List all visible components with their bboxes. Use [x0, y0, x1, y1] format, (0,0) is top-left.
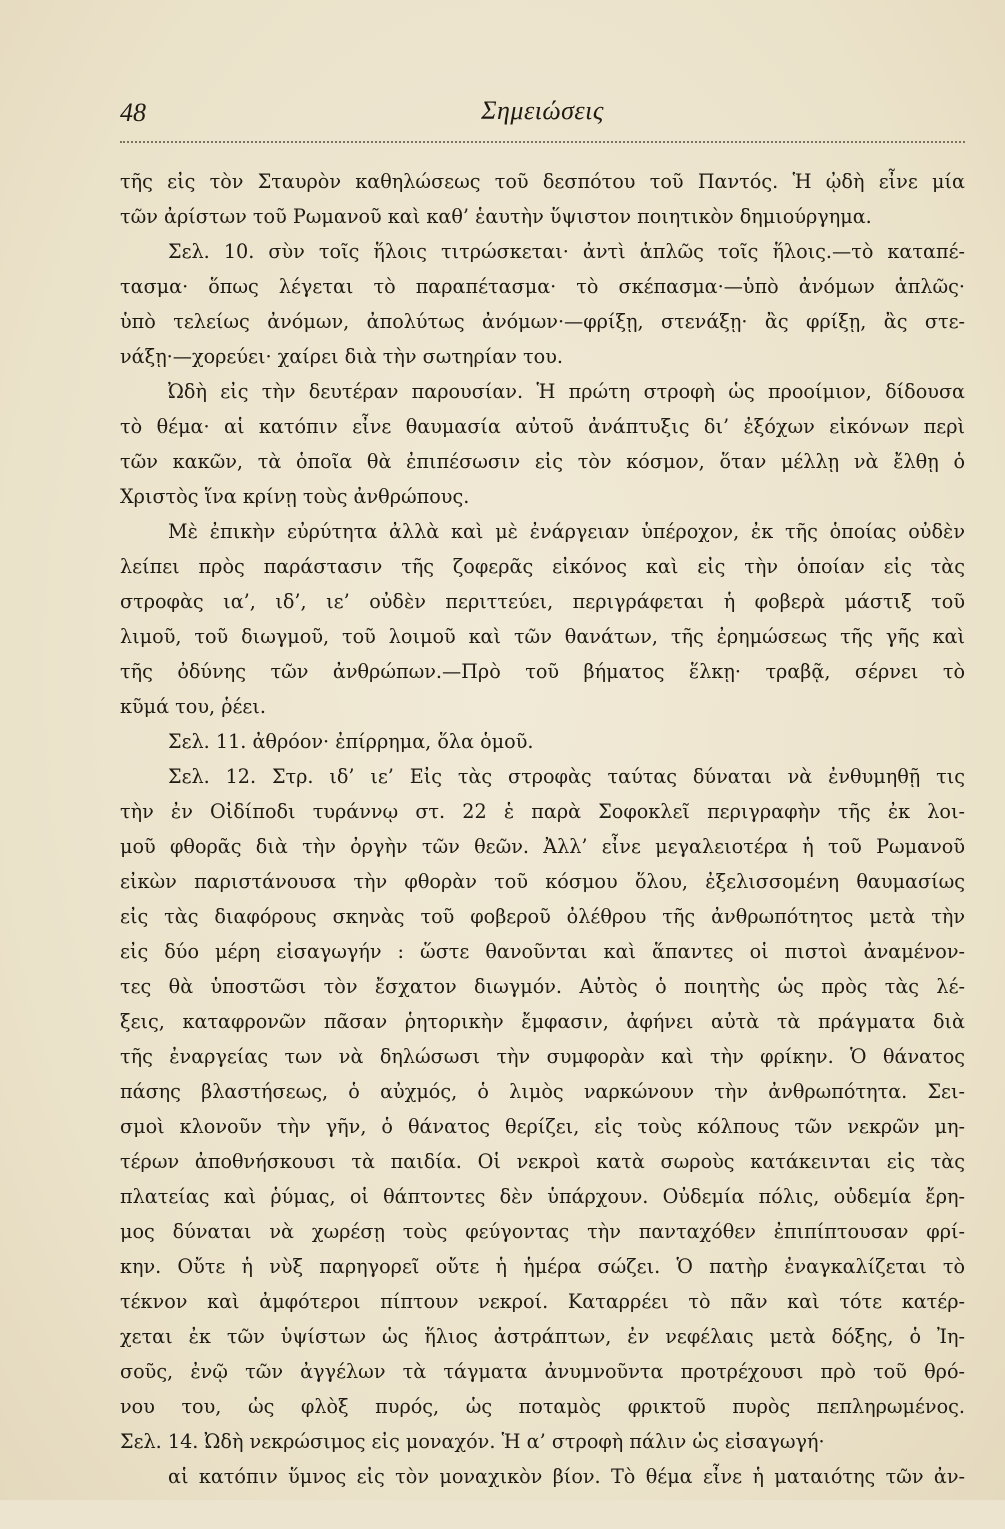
text-line: τέρων ἀποθνήσκουσι τὰ παιδία. Οἱ νεκροὶ κατὰ σωροὺς κατάκεινται εἰς τὰς — [120, 1150, 965, 1173]
text-line: τῆς εἰς τὸν Σταυρὸν καθηλώσεως τοῦ δεσπότου τοῦ Παντός. Ἡ ᾠδὴ εἶνε μία — [120, 170, 965, 193]
text-line: σμοὶ κλονοῦν τὴν γῆν, ὁ θάνατος θερίζει, εἰς τοὺς κόλπους τῶν νεκρῶν μη- — [120, 1115, 965, 1138]
page-number: 48 — [120, 98, 146, 127]
text-line: στροφὰς ια’, ιδ’, ιε’ οὐδὲν περιττεύει, περιγράφεται ἡ φοβερὰ μάστιξ τοῦ — [120, 590, 965, 613]
text-line: νάξῃ·—χορεύει· χαίρει διὰ τὴν σωτηρίαν του. — [120, 345, 563, 368]
text-line: Σελ. 12. Στρ. ιδ’ ιε’ Εἰς τὰς στροφὰς ταύτας δύναται νὰ ἐνθυμηθῇ τις — [168, 765, 965, 788]
text-line: Σελ. 11. ἀθρόον· ἐπίρρημα, ὅλα ὁμοῦ. — [168, 730, 534, 753]
text-line: εἰς δύο μέρη εἰσαγωγήν : ὥστε θανοῦνται καὶ ἅπαντες οἱ πιστοὶ ἀναμένον- — [120, 940, 965, 963]
text-line: εἰκὼν παριστάνουσα τὴν φθορὰν τοῦ κόσμου ὅλου, ἐξελισσομένη θαυμασίως — [120, 870, 965, 893]
text-line: χεται ἐκ τῶν ὑψίστων ὡς ἥλιος ἀστράπτων, ἐν νεφέλαις μετὰ δόξης, ὁ Ἰη- — [120, 1325, 965, 1348]
text-line: κην. Οὔτε ἡ νὺξ παρηγορεῖ οὔτε ἡ ἡμέρα σώζει. Ὁ πατὴρ ἐναγκαλίζεται τὸ — [120, 1255, 965, 1278]
text-line: τῆς ἐναργείας των νὰ δηλώσωσι τὴν συμφορὰν καὶ τὴν φρίκην. Ὁ θάνατος — [120, 1045, 965, 1068]
text-line: τῆς ὀδύνης τῶν ἀνθρώπων.—Πρὸ τοῦ βήματος ἕλκῃ· τραβᾷ, σέρνει τὸ — [120, 660, 965, 683]
text-line: σοῦς, ἐνῷ τῶν ἀγγέλων τὰ τάγματα ἀνυμνοῦντα προτρέχουσι πρὸ τοῦ θρό- — [120, 1360, 965, 1383]
text-line: αἱ κατόπιν ὕμνος εἰς τὸν μοναχικὸν βίον. Τὸ θέμα εἶνε ἡ ματαιότης τῶν ἀν- — [168, 1465, 965, 1488]
running-title: Σημειώσεις — [481, 96, 604, 125]
body-text — [120, 164, 965, 1529]
text-line: μος δύναται νὰ χωρέσῃ τοὺς φεύγοντας τὴν πανταχόθεν ἐπιπίπτουσαν φρί- — [120, 1220, 965, 1243]
text-line: Μὲ ἐπικὴν εὐρύτητα ἀλλὰ καὶ μὲ ἐνάργειαν ὑπέροχον, ἐκ τῆς ὁποίας οὐδὲν — [168, 520, 965, 543]
text-line: Χριστὸς ἵνα κρίνῃ τοὺς ἀνθρώπους. — [120, 485, 470, 508]
text-line: τασμα· ὅπως λέγεται τὸ παραπέτασμα· τὸ σκέπασμα·—ὑπὸ ἀνόμων ἁπλῶς· — [120, 275, 965, 298]
text-line: τῶν κακῶν, τὰ ὁποῖα θὰ ἐπιπέσωσιν εἰς τὸν κόσμον, ὅταν μέλλῃ νὰ ἔλθῃ ὁ — [120, 450, 965, 473]
text-line: Σελ. 10. σὺν τοῖς ἥλοις τιτρώσκεται· ἀντὶ ἁπλῶς τοῖς ἥλοις.—τὸ καταπέ- — [168, 240, 965, 263]
text-line: νου του, ὡς φλὸξ πυρός, ὡς ποταμὸς φρικτοῦ πυρὸς πεπληρωμένος. — [120, 1395, 965, 1418]
page-header — [120, 96, 965, 136]
text-line: πάσης βλαστήσεως, ὁ αὐχμός, ὁ λιμὸς ναρκώνουν τὴν ἀνθρωπότητα. Σει- — [120, 1080, 965, 1103]
text-line: Σελ. 14. Ὠδὴ νεκρώσιμος εἰς μοναχόν. Ἡ α’ στροφὴ πάλιν ὡς εἰσαγωγή· — [120, 1430, 825, 1453]
text-line: εἰς τὰς διαφόρους σκηνὰς τοῦ φοβεροῦ ὀλέθρου τῆς ἀνθρωπότητος μετὰ τὴν — [120, 905, 965, 928]
header-divider — [120, 141, 965, 143]
text-line: τὴν ἐν Οἰδίποδι τυράννῳ στ. 22 ἑ παρὰ Σοφοκλεῖ περιγραφὴν τῆς ἐκ λοι- — [120, 800, 965, 823]
text-line: πλατείας καὶ ῥύμας, οἱ θάπτοντες δὲν ὑπάρχουν. Οὐδεμία πόλις, οὐδεμία ἔρη- — [120, 1185, 965, 1208]
text-line: λιμοῦ, τοῦ διωγμοῦ, τοῦ λοιμοῦ καὶ τῶν θανάτων, τῆς ἐρημώσεως τῆς γῆς καὶ — [120, 625, 965, 648]
text-line: ὑπὸ τελείως ἀνόμων, ἀπολύτως ἀνόμων·—φρίξῃ, στενάξῃ· ἂς φρίξῃ, ἂς στε- — [120, 310, 965, 333]
text-line — [120, 1494, 965, 1529]
text-line: Ὠδὴ εἰς τὴν δευτέραν παρουσίαν. Ἡ πρώτη στροφὴ ὡς προοίμιον, δίδουσα — [168, 380, 965, 403]
text-line: τες θὰ ὑποστῶσι τὸν ἔσχατον διωγμόν. Αὐτὸς ὁ ποιητὴς ὡς πρὸς τὰς λέ- — [120, 975, 965, 998]
text-line: μοῦ φθορᾶς διὰ τὴν ὀργὴν τῶν θεῶν. Ἀλλ’ εἶνε μεγαλειοτέρα ἡ τοῦ Ρωμανοῦ — [120, 835, 965, 858]
text-line: τέκνον καὶ ἀμφότεροι πίπτουν νεκροί. Καταρρέει τὸ πᾶν καὶ τότε κατέρ- — [120, 1290, 965, 1313]
text-line: λείπει πρὸς παράστασιν τῆς ζοφερᾶς εἰκόνος καὶ εἰς τὴν ὁποίαν εἰς τὰς — [120, 555, 965, 578]
text-line: τὸ θέμα· αἱ κατόπιν εἶνε θαυμασία αὐτοῦ ἀνάπτυξις δι’ ἐξόχων εἰκόνων περὶ — [120, 415, 965, 438]
text-line: ξεις, καταφρονῶν πᾶσαν ῥητορικὴν ἔμφασιν, ἀφήνει αὐτὰ τὰ πράγματα διὰ — [120, 1010, 965, 1033]
text-line: τῶν ἀρίστων τοῦ Ρωμανοῦ καὶ καθ’ ἑαυτὴν ὕψιστον ποιητικὸν δημιούργημα. — [120, 205, 872, 228]
text-line: κῦμά του, ῥέει. — [120, 695, 266, 718]
